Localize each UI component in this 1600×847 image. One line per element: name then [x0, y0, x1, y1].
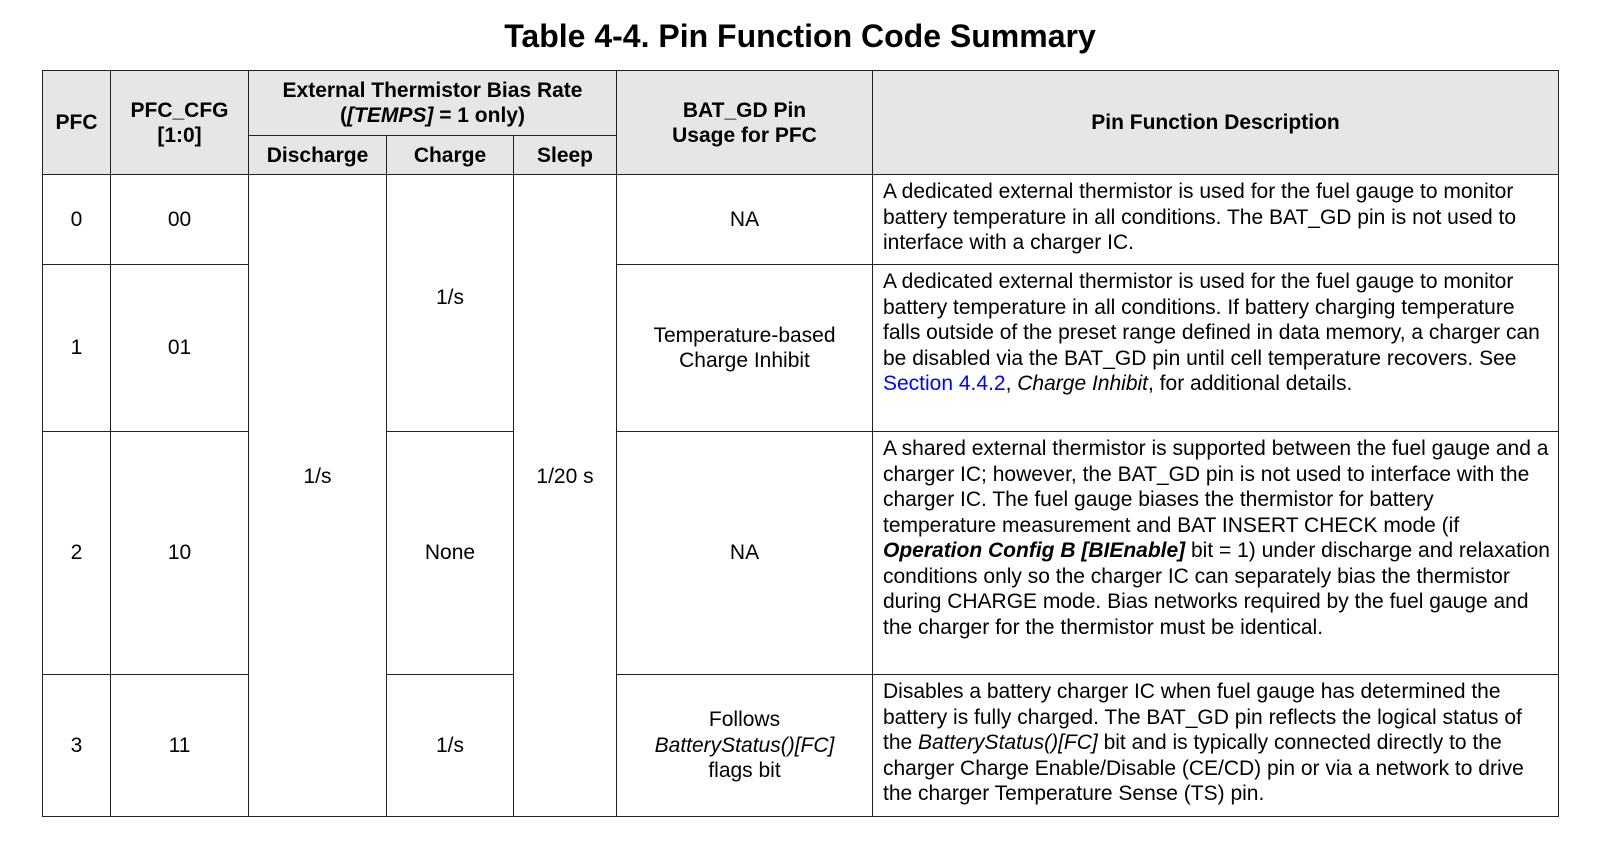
cell-bat-gd-usage: NA [617, 175, 873, 265]
header-sleep: Sleep [514, 136, 617, 175]
header-discharge: Discharge [249, 136, 387, 175]
cell-bat-gd-usage: Follows BatteryStatus()[FC] flags bit [617, 675, 873, 817]
table-row [43, 175, 1559, 265]
cell-description: A shared external thermistor is supported between the fuel gauge and a charger IC; however, the BAT_GD pin is not used to interface with the charger IC. The fuel gauge biases the thermistor for battery temperature measurement and BAT INSERT CHECK mode (if Operation Config B [BIEnable] bit = 1) under discharge and relaxation conditions only so the charger IC can separately bias the thermistor during CHARGE mode. Bias networks required by the fuel gauge and the charger for the thermistor must be identical. [873, 432, 1559, 675]
cell-charge-rate: 1/s [387, 675, 514, 817]
cell-description: Disables a battery charger IC when fuel gauge has determined the battery is fully charged. The BAT_GD pin reflects the logical status of the BatteryStatus()[FC] bit and is typically connected directly to the charger Charge Enable/Disable (CE/CD) pin or via a network to drive the charger Temperature Sense (TS) pin. [873, 675, 1559, 817]
cell-description: A dedicated external thermistor is used for the fuel gauge to monitor battery temperature in all conditions. If battery charging temperature falls outside of the preset range defined in data memory, a charger can be disabled via the BAT_GD pin until cell temperature recovers. See Section 4.4.2, Charge Inhibit, for additional details. [873, 265, 1559, 432]
cell-pfc: 1 [43, 265, 111, 432]
section-4-4-2-link[interactable]: Section 4.4.2 [883, 372, 1006, 395]
header-pfc: PFC [43, 71, 111, 175]
header-bias-rate: External Thermistor Bias Rate ([TEMPS] = 1 only) [249, 71, 617, 136]
cell-sleep-rate: 1/20 s [514, 175, 617, 817]
cell-bat-gd-usage: NA [617, 432, 873, 675]
header-bat-gd-usage: BAT_GD Pin Usage for PFC [617, 71, 873, 175]
cell-description: A dedicated external thermistor is used for the fuel gauge to monitor battery temperature in all conditions. The BAT_GD pin is not used to interface with a charger IC. [873, 175, 1559, 265]
cell-charge-rate: 1/s [387, 175, 514, 432]
cell-pfc: 2 [43, 432, 111, 675]
cell-discharge-rate: 1/s [249, 175, 387, 817]
header-charge: Charge [387, 136, 514, 175]
cell-pfc-cfg: 10 [111, 432, 249, 675]
cell-bat-gd-usage: Temperature-based Charge Inhibit [617, 265, 873, 432]
cell-charge-rate: None [387, 432, 514, 675]
cell-pfc: 0 [43, 175, 111, 265]
pin-function-code-table [42, 70, 1559, 817]
cell-pfc: 3 [43, 675, 111, 817]
cell-pfc-cfg: 00 [111, 175, 249, 265]
table-title: Table 4-4. Pin Function Code Summary [504, 18, 1096, 54]
header-pfc-cfg: PFC_CFG [1:0] [111, 71, 249, 175]
cell-pfc-cfg: 01 [111, 265, 249, 432]
cell-pfc-cfg: 11 [111, 675, 249, 817]
header-description: Pin Function Description [873, 71, 1559, 175]
